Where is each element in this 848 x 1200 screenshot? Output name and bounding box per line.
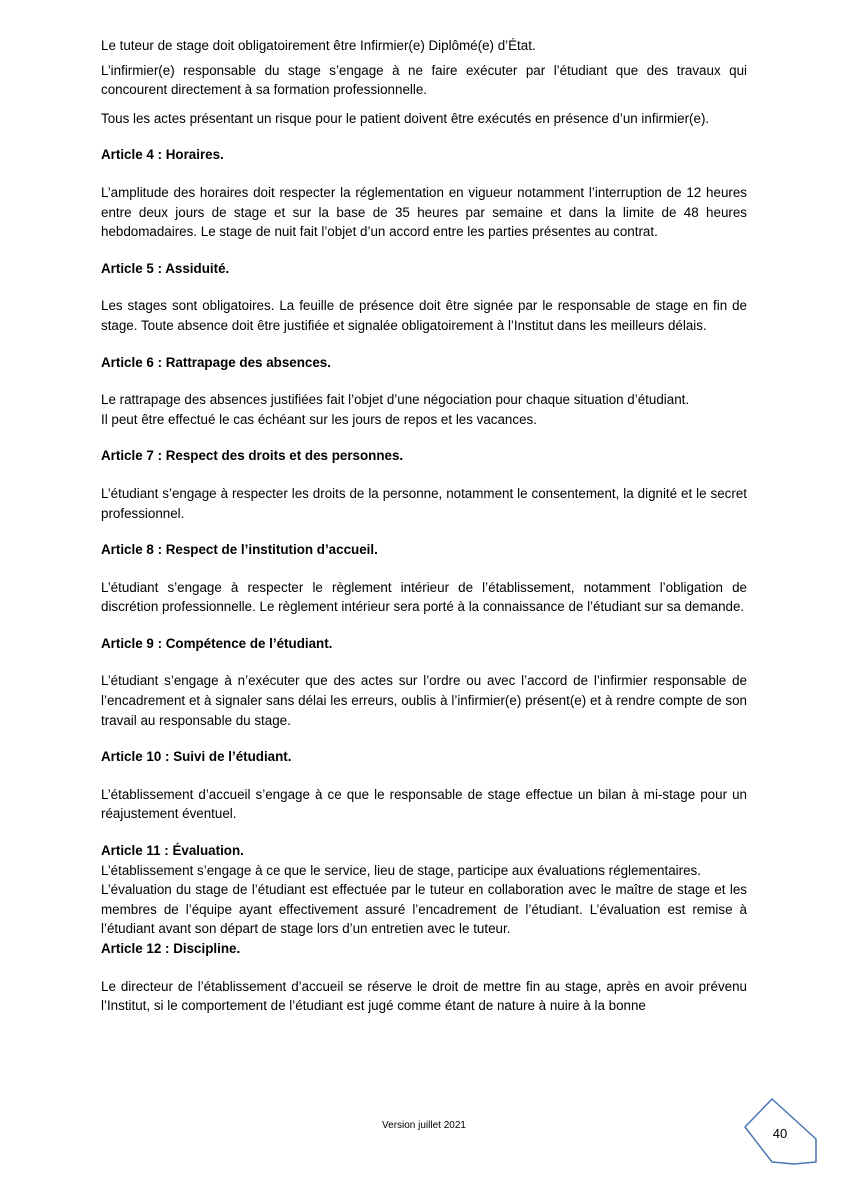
article-heading: Article 7 : Respect des droits et des personnes. (101, 448, 404, 464)
paragraph: L’infirmier(e) responsable du stage s’engage à ne faire exécuter par l’étudiant que des travaux qui concourent directement à sa formation professionnelle. (101, 62, 747, 98)
article-heading: Article 4 : Horaires. (101, 147, 224, 163)
document-body (101, 36, 747, 1016)
article-heading: Article 12 : Discipline. (101, 941, 241, 956)
paragraph: L’amplitude des horaires doit respecter la réglementation en vigueur notamment l’interruption de 12 heures entre deux jours de stage et sur la base de 35 heures par semaine et dans la limite de 48 heures hebdomadaires. Le stage de nuit fait l’objet d’un accord entre les parties présentes au contrat. (101, 184, 747, 240)
paragraph: L’étudiant s’engage à respecter le règlement intérieur de l’établissement, notamment l’obligation de discrétion professionnelle. Le règlement intérieur sera porté à la connaissance de l’étudiant sur sa demande. (101, 579, 747, 615)
article-heading: Article 6 : Rattrapage des absences. (101, 354, 331, 370)
paragraph: Le tuteur de stage doit obligatoirement être Infirmier(e) Diplômé(e) d’État. (101, 38, 536, 53)
paragraph: Le rattrapage des absences justifiées fait l’objet d’une négociation pour chaque situation d’étudiant. (101, 392, 690, 408)
paragraph: L’établissement s’engage à ce que le service, lieu de stage, participe aux évaluations réglementaires. (101, 862, 701, 878)
paragraph: L’évaluation du stage de l’étudiant est effectuée par le tuteur en collaboration avec le maître de stage et les membres de l’équipe ayant effectivement assuré l’encadrement de l’étudiant. L’évaluation est remise à l’étudiant avant son départ de stage lors d’un entretien avec le tuteur. (101, 882, 747, 937)
paragraph: L’étudiant s’engage à respecter les droits de la personne, notamment le consentement, la dignité et le secret professionnel. (101, 485, 747, 521)
paragraph: Les stages sont obligatoires. La feuille de présence doit être signée par le responsable de stage en fin de stage. Toute absence doit être justifiée et signalée obligatoirement à l’Institut dans les meilleurs délais. (101, 298, 747, 333)
paragraph: L’étudiant s’engage à n’exécuter que des actes sur l’ordre ou avec l’accord de l’infirmier responsable de l’encadrement et à signaler sans délai les erreurs, oublis à l’infirmier(e) présent(e) et à rendre compte de son travail au responsable du stage. (101, 673, 747, 728)
article-heading: Article 10 : Suivi de l’étudiant. (101, 749, 292, 765)
page-number: 40 (772, 1126, 788, 1141)
article-heading: Article 8 : Respect de l’institution d’accueil. (101, 542, 378, 558)
paragraph: Il peut être effectué le cas échéant sur les jours de repos et les vacances. (101, 411, 537, 427)
article-heading: Article 5 : Assiduité. (101, 260, 230, 276)
article-heading: Article 11 : Évaluation. (101, 843, 244, 859)
paragraph: L’établissement d’accueil s’engage à ce que le responsable de stage effectue un bilan à mi-stage pour un réajustement éventuel. (101, 786, 747, 822)
paragraph: Le directeur de l’établissement d’accueil se réserve le droit de mettre fin au stage, après en avoir prévenu l’Institut, si le comportement de l’étudiant est jugé comme étant de nature à nuire à la bonne (101, 978, 747, 1014)
page-number-badge (742, 1096, 818, 1170)
footer-version: Version juillet 2021 (382, 1120, 466, 1131)
article-heading: Article 9 : Compétence de l’étudiant. (101, 635, 333, 651)
paragraph: Tous les actes présentant un risque pour le patient doivent être exécutés en présence d’un infirmier(e). (101, 110, 710, 126)
